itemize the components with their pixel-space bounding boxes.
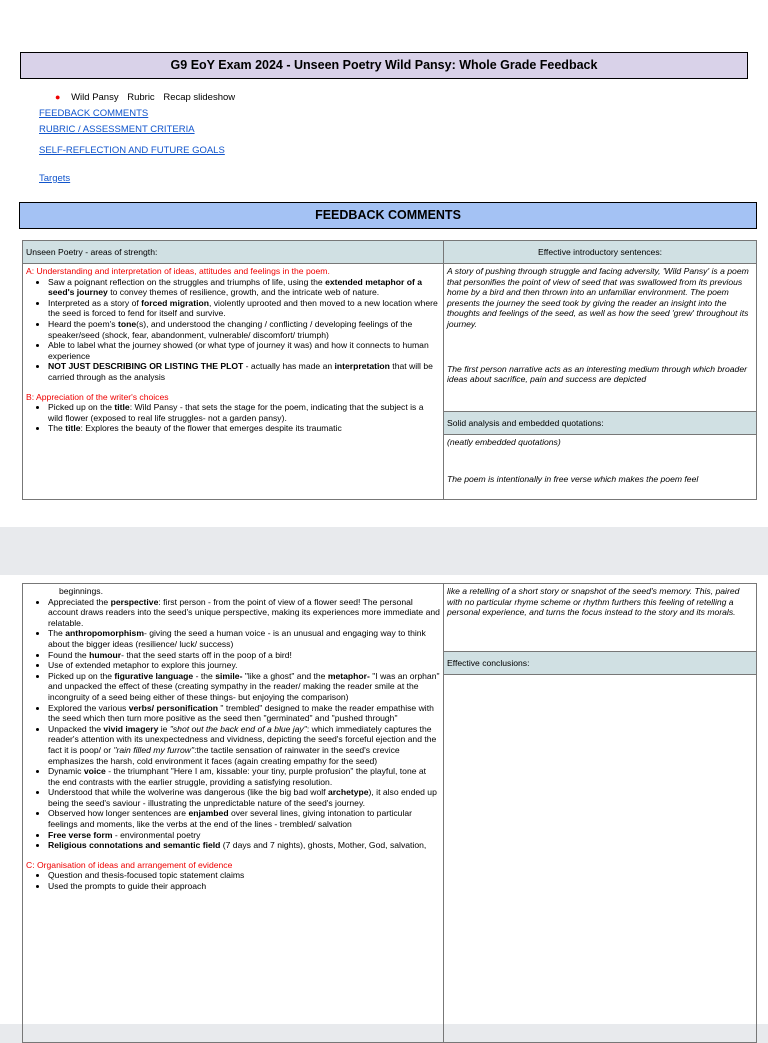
intro-sentences-header: Effective introductory sentences: — [444, 241, 757, 264]
list-item: • Understood that while the wolverine was dangerous (like the big bad wolf archetype), it also ended up being the seed's saviour - illustrating the unpredictable nature of the seed's journey. — [48, 787, 440, 808]
bullet-icon: ● — [55, 92, 61, 102]
analysis-cell-continued — [444, 584, 757, 652]
link-rubric[interactable]: Rubric — [127, 92, 155, 103]
link-recap-slideshow[interactable]: Recap slideshow — [163, 92, 236, 103]
section-b-list — [26, 402, 440, 434]
link-rubric-criteria[interactable]: RUBRIC / ASSESSMENT CRITERIA — [39, 124, 195, 135]
list-item: • Picked up on the title: Wild Pansy - that sets the stage for the poem, indicating that the subject is a wild flower (exposed to real life struggles- not a garden pansy). — [48, 402, 440, 423]
analysis-header: Solid analysis and embedded quotations: — [444, 412, 757, 435]
intro-sentences-cell — [444, 264, 757, 412]
list-item: • Question and thesis-focused topic statement claims — [48, 870, 440, 881]
intro-example-1: A story of pushing through struggle and facing adversity, 'Wild Pansy' is a poem that personifies the point of view of seed that was swallowed from its previous home by a bird and then thrown into an unfamiliar environment. The poem presents the journey the seed took by giving the reader an insight into the thoughts and feelings of the seed, as well as how the seed 'grew' throughout its journey. — [447, 266, 749, 329]
strengths-cell — [23, 264, 444, 500]
strengths-header: Unseen Poetry - areas of strength: — [23, 241, 444, 264]
document-page-2 — [0, 575, 768, 1024]
list-item: • Used the prompts to guide their approach — [48, 881, 440, 892]
feedback-comments-heading: FEEDBACK COMMENTS — [19, 202, 757, 229]
section-a-heading: A: Understanding and interpretation of ideas, attitudes and feelings in the poem. — [26, 266, 330, 276]
list-item: • Able to label what the journey showed (or what type of journey it was) and how it connects to human experience — [48, 340, 440, 361]
list-item: • Interpreted as a story of forced migration, violently uprooted and then moved to a new location where the seed is forced to fend for itself and survive. — [48, 298, 440, 319]
list-item: • Observed how longer sentences are enjambed over several lines, giving intonation to particular feelings and moments, like the verbs at the end of the lines - trembled/ salvation — [48, 808, 440, 829]
list-item: • Religious connotations and semantic field (7 days and 7 nights), ghosts, Mother, God, salvation, — [48, 840, 440, 851]
list-item: • The anthropomorphism- giving the seed a human voice - is an unusual and engaging way to think about the bigger ideas (resilience/ luck/ success) — [48, 628, 440, 649]
list-item: • NOT JUST DESCRIBING OR LISTING THE PLOT - actually has made an interpretation that will be carried through as the analysis — [48, 361, 440, 382]
feedback-table-part2 — [22, 583, 757, 1043]
analysis-example-continued: like a retelling of a short story or snapshot of the seed's memory. This, paired with no particular rhyme scheme or rhythm furthers this feeling of retelling a personal experience, and turns the focus instead to the story and its morals. — [447, 586, 740, 618]
link-targets[interactable]: Targets — [39, 173, 71, 184]
list-item: • Picked up on the figurative language - the simile- "like a ghost" and the metaphor- "I was an orphan" and unpacked the effect of these (creating sympathy in the reader/ making the reader smile at the incongruity of a seed being either of these things- but enjoying the comparison) — [48, 671, 440, 703]
analysis-note: (neatly embedded quotations) — [447, 437, 561, 447]
link-self-reflection[interactable]: SELF-REFLECTION AND FUTURE GOALS — [39, 145, 225, 156]
feedback-table-part1 — [22, 240, 757, 500]
list-item: • The title: Explores the beauty of the flower that emerges despite its traumatic — [48, 423, 440, 434]
conclusions-header: Effective conclusions: — [444, 652, 757, 675]
list-item: • Appreciated the perspective: first person - from the point of view of a flower seed! The personal account draws readers into the seed's unique perspective, making its experiences more immediate and relatable. — [48, 597, 440, 629]
link-wild-pansy[interactable]: Wild Pansy — [71, 92, 119, 103]
resource-links — [55, 92, 241, 103]
section-a-list — [26, 277, 440, 383]
strengths-cell-continued — [23, 584, 444, 1043]
analysis-example: The poem is intentionally in free verse which makes the poem feel — [447, 473, 699, 484]
list-item: • Use of extended metaphor to explore this journey. — [48, 660, 440, 671]
list-item: • Unpacked the vivid imagery ie "shot out the back end of a blue jay": which immediately captures the reader's attention with its unexpectedness and vividness, depicting the seed's forceful ejection and the fact it is poop/ or "rain filled my furrow":the tactile sensation of rainwater in the seed's crevice emphasizes the harsh, cold environment it faces (again creating empathy for the seed) — [48, 724, 440, 766]
b-continuation: beginnings. — [59, 586, 103, 596]
section-c-heading: C: Organisation of ideas and arrangement of evidence — [26, 859, 233, 870]
list-item: • Heard the poem's tone(s), and understood the changing / conflicting / developing feelings of the speaker/seed (shock, fear, abandonment, vulnerable/ discomfort/ triumph) — [48, 319, 440, 340]
list-item: • Saw a poignant reflection on the struggles and triumphs of life, using the extended metaphor of a seed's journey to convey themes of resilience, growth, and the intricate web of nature. — [48, 277, 440, 298]
section-b-list-continued — [26, 597, 440, 851]
list-item: • Explored the various verbs/ personification " trembled" designed to make the reader empathise with the seed which then turn more positive as the seed then "germinated" and "pushed through" — [48, 703, 440, 724]
intro-example-2: The first person narrative acts as an interesting medium through which broader ideas about sacrifice, pain and success are depicted — [447, 363, 747, 385]
list-item: • Dynamic voice - the triumphant "Here I am, kissable: your tiny, purple profusion" the playful, tone at the end contrasts with the earlier struggle, providing a satisfying resolution. — [48, 766, 440, 787]
list-item: • Found the humour- that the seed starts off in the poop of a bird! — [48, 650, 440, 661]
conclusions-cell[interactable] — [444, 675, 757, 1043]
list-item: • Free verse form - environmental poetry — [48, 830, 440, 841]
analysis-cell — [444, 435, 757, 500]
link-feedback-comments[interactable]: FEEDBACK COMMENTS — [39, 108, 149, 119]
section-b-heading: B: Appreciation of the writer's choices — [26, 391, 169, 402]
section-c-list — [26, 870, 440, 891]
document-title: G9 EoY Exam 2024 - Unseen Poetry Wild Pansy: Whole Grade Feedback — [20, 52, 748, 79]
